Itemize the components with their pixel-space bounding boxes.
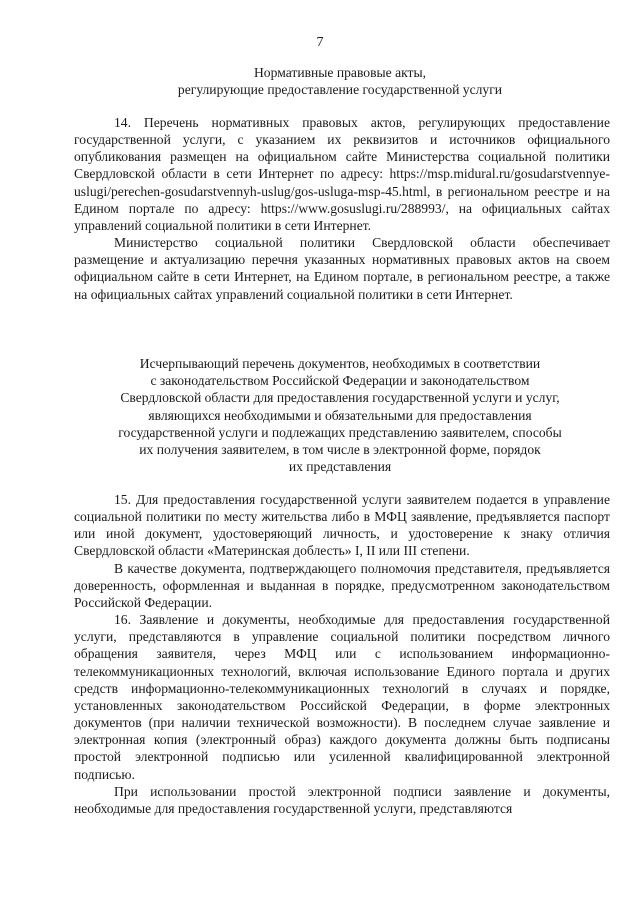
paragraph-simple-signature: При использовании простой электронной подписи заявление и документы, необходимые для предоставления государственной услуги, представляются bbox=[74, 783, 610, 816]
heading-line: регулирующие предоставление государственной услуги bbox=[177, 82, 503, 98]
heading-line: их получения заявителем, в том числе в электронной форме, порядок bbox=[139, 442, 541, 458]
heading-line: их представления bbox=[288, 459, 392, 475]
heading-line: Свердловской области для предоставления государственной услуги и услуг, bbox=[120, 390, 560, 406]
heading-line: с законодательством Российской Федерации и законодательством bbox=[150, 373, 530, 389]
paragraph-representative: В качестве документа, подтверждающего полномочия представителя, предъявляется доверенность, оформленная и выданная в порядке, предусмотренном законодательством Российской Федерации. bbox=[74, 560, 610, 610]
paragraph-ministry-obligation: Министерство социальной политики Свердловской области обеспечивает размещение и актуализацию перечня указанных нормативных правовых актов на своем официальном сайте в сети Интернет, на Едином портале, в региональном реестре, а также на официальных сайтах управлений социальной политики в сети Интернет. bbox=[74, 235, 610, 302]
paragraph-15: 15. Для предоставления государственной услуги заявителем подается в управление социальной политики по месту жительства либо в МФЦ заявление, предъявляется паспорт или иной документ, удостоверяющий личность, и удостоверение к знаку отличия Свердловской области «Материнская доблесть» I, II или III степени. bbox=[74, 492, 610, 559]
heading-line: Нормативные правовые акты, bbox=[253, 65, 426, 80]
heading-line: Исчерпывающий перечень документов, необходимых в соответствии bbox=[139, 356, 541, 371]
page-number: 7 bbox=[316, 35, 324, 50]
heading-line: являющихся необходимыми и обязательными для предоставления bbox=[148, 407, 532, 423]
heading-line: государственной услуги и подлежащих представлению заявителем, способы bbox=[118, 424, 562, 440]
section-body-documents bbox=[74, 491, 610, 817]
paragraph-14: 14. Перечень нормативных правовых актов, регулирующих предоставление государственной услуги, с указанием их реквизитов и источников официального опубликования размещен на официальном сайте Министерства социальной политики Свердловской области в сети Интернет по адресу: https://msp.midural.ru/gosudarstvennye-uslugi/perechen-gosudarstvennyh-uslug/gos-usluga-msp-45.html, в региональном реестре и на Едином портале по адресу: https://www.gosuslugi.ru/288993/, на официальных сайтах управлений социальной политики в сети Интернет. bbox=[74, 115, 610, 233]
section-body-legal-acts bbox=[74, 114, 610, 303]
section-heading-legal-acts bbox=[70, 64, 610, 98]
paragraph-16: 16. Заявление и документы, необходимые для предоставления государственной услуги, представляются в управление социальной политики посредством личного обращения заявителя, через МФЦ или с использованием информационно-телекоммуникационных технологий, включая использование Единого портала и других средств информационно-телекоммуникационных технологий в случаях и порядке, установленных законодательством Российской Федерации, в форме электронных документов (при наличии технической возможности). В последнем случае заявление и электронная копия (электронный образ) каждого документа должны быть подписаны простой электронной подписью или усиленной квалифицированной электронной подписью. bbox=[74, 612, 610, 782]
section-heading-documents bbox=[66, 355, 614, 475]
